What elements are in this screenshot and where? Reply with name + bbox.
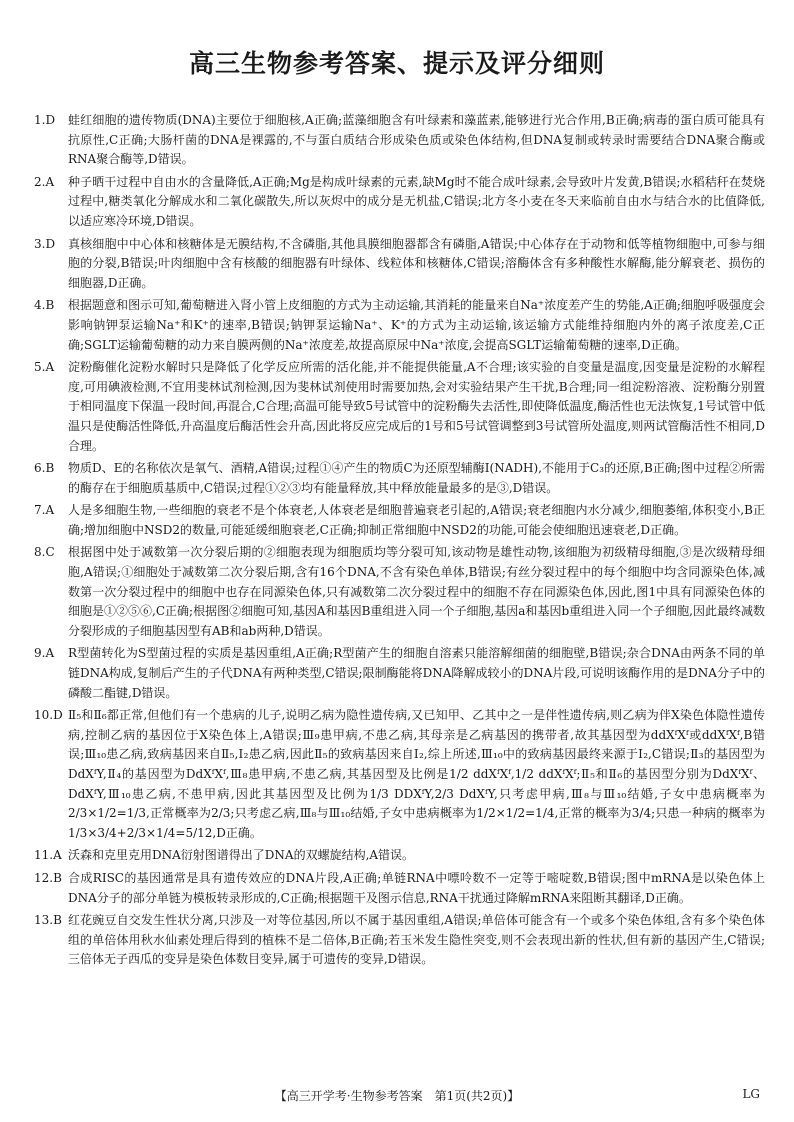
- answer-item: [34, 543, 765, 641]
- answer-head: [34, 173, 54, 193]
- answer-number: 4.: [34, 298, 46, 313]
- answer-number: 10.: [34, 708, 54, 723]
- answer-letter: B: [45, 461, 55, 476]
- answer-head: [34, 111, 55, 131]
- answer-item: [34, 846, 765, 866]
- answer-explanation: 根据题意和图示可知,葡萄糖进入肾小管上皮细胞的方式为主动运输,其消耗的能量来自Na⁺浓度差产生的势能,A正确;细胞呼吸强度会影响钠钾泵运输Na⁺和K⁺的速率,B错误;钠钾泵运输Na⁺、K⁺的方式为主动运输,该运输方式能维持细胞内外的离子浓度差,C正确;SGLT运输葡萄糖的动力来自膜两侧的Na⁺浓度差,故提高原尿中Na⁺浓度,会提高SGLT运输葡萄糖的速率,D正确。: [68, 298, 765, 352]
- answer-letter: B: [53, 913, 62, 928]
- answer-explanation: 淀粉酶催化淀粉水解时只是降低了化学反应所需的活化能,并不能提供能量,A不合理;该实验的自变量是温度,因变量是淀粉的水解程度,可用碘液检测,不宜用斐林试剂检测,因为斐林试剂使用时需要加热,会对实验结果产生干扰,B合理;同一组淀粉溶液、淀粉酶分别置于相同温度下保温一段时间,再混合,C合理;高温可能导致5号试管中的淀粉酶失去活性,即使降低温度,酶活性也无法恢复,1号试管中低温只是使酶活性降低,升高温度后酶活性会升高,因此将反应完成后的1号和5号试管调整到3号试管所处温度,则两试管酶活性不相同,D合理。: [68, 360, 765, 453]
- answer-explanation: 真核细胞中中心体和核糖体是无膜结构,不含磷脂,其他具膜细胞器都含有磷脂,A错误;中心体存在于动物和低等植物细胞中,可参与细胞的分裂,B错误;叶肉细胞中含有核酸的细胞器有叶绿体、线粒体和核糖体,C错误;溶酶体含有多种酸性水解酶,能分解衰老、损伤的细胞器,D正确。: [68, 236, 765, 290]
- answer-number: 3.: [34, 236, 46, 251]
- answer-explanation: 沃森和克里克用DNA衍射图谱得出了DNA的双螺旋结构,A错误。: [68, 848, 415, 863]
- answer-item: [34, 296, 765, 355]
- footer-text: 【高三开学考·生物参考答案 第1页(共2页)】: [274, 1089, 520, 1103]
- answer-head: [34, 296, 54, 316]
- answer-item: [34, 173, 765, 232]
- answer-explanation: 种子晒干过程中自由水的含量降低,A正确;Mg是构成叶绿素的元素,缺Mg时不能合成叶绿素,会导致叶片发黄,B错误;水稻秸秆在焚烧过程中,糖类氧化分解成水和二氧化碳散失,所以灰烬中的成分是无机盐,C错误;北方冬小麦在冬天来临前自由水与结合水的比值降低,以适应寒冷环境,D错误。: [68, 174, 765, 228]
- answer-item: [34, 706, 765, 843]
- answer-item: [34, 358, 765, 456]
- answer-head: [34, 501, 54, 521]
- answer-item: [34, 235, 765, 294]
- answer-letter: D: [45, 236, 56, 251]
- answer-head: [34, 459, 54, 479]
- answer-item: [34, 459, 765, 498]
- answer-number: 13.: [34, 913, 54, 928]
- answer-head: [34, 846, 62, 866]
- answer-letter: B: [53, 870, 62, 885]
- answer-head: [34, 235, 55, 255]
- answer-explanation: 合成RISC的基因通常是具有遗传效应的DNA片段,A正确;单链RNA中嘌呤数不一定等于嘧啶数,B错误;图中mRNA是以染色体上DNA分子的部分单链为模板转录形成的,C正确;根据题干及图示信息,RNA干扰通过降解mRNA来阻断其翻译,D正确。: [68, 870, 765, 905]
- answer-item: [34, 501, 765, 540]
- answer-letter: D: [53, 708, 63, 723]
- answer-explanation: 人是多细胞生物,一些细胞的衰老不是个体衰老,人体衰老是细胞普遍衰老引起的,A错误;衰老细胞内水分减少,细胞萎缩,体积变小,B正确;增加细胞中NSD2的数量,可能延缓细胞衰老,C正确;抑制正常细胞中NSD2的功能,可能会使细胞迅速衰老,D正确。: [68, 503, 765, 537]
- answer-letter: C: [45, 545, 55, 560]
- answer-letter: A: [45, 360, 55, 375]
- answer-explanation: 蛙红细胞的遗传物质(DNA)主要位于细胞核,A正确;蓝藻细胞含有叶绿素和藻蓝素,能够进行光合作用,B正确;病毒的蛋白质可能具有抗原性,C正确;大肠杆菌的DNA是裸露的,不与蛋白质结合形成染色质或染色体结构,但DNA复制或转录时需要结合DNA聚合酶或RNA聚合酶等,D错误。: [68, 113, 765, 167]
- answer-head: [34, 358, 54, 378]
- answer-explanation: R型菌转化为S型菌过程的实质是基因重组,A正确;R型菌产生的细胞自溶素只能溶解细菌的细胞壁,B错误;杂合DNA由两条不同的单链DNA构成,复制后产生的子代DNA有两种类型,C错误;限制酶能将DNA降解成较小的DNA片段,可说明该酶作用的是DNA分子中的磷酸二酯键,D错误。: [68, 646, 765, 700]
- answer-item: [34, 111, 765, 170]
- answer-letter: B: [45, 298, 55, 313]
- answer-letter: D: [45, 113, 56, 127]
- answer-head: [34, 869, 62, 889]
- answer-head: [34, 644, 54, 664]
- answer-item: [34, 911, 765, 970]
- answer-item: [34, 644, 765, 703]
- footer-code: LG: [742, 1087, 760, 1101]
- answer-number: 8.: [34, 545, 46, 560]
- answer-number: 5.: [34, 360, 46, 375]
- answer-explanation: 根据图中处于减数第一次分裂后期的②细胞表现为细胞质均等分裂可知,该动物是雄性动物,该细胞为初级精母细胞,③是次级精母细胞,A错误;①细胞处于减数第二次分裂后期,含有16个DNA,不含有染色单体,B错误;有丝分裂过程中的每个细胞中均含同源染色体,减数第一次分裂过程中的细胞中也存在同源染色体,只有减数第二次分裂过程中的细胞不存在同源染色体,因此,图1中具有同源染色体的细胞是①②⑤⑥,C正确;根据图②细胞可知,基因A和基因B重组进入同一个子细胞,基因a和基因b重组进入同一个子细胞,因此最终减数分裂形成的子细胞基因型有AB和ab两种,D错误。: [68, 545, 765, 638]
- answer-number: 7.: [34, 503, 46, 518]
- answer-letter: A: [45, 174, 55, 189]
- answer-number: 2.: [34, 174, 46, 189]
- answer-number: 11.: [34, 848, 54, 863]
- answer-letter: A: [45, 503, 55, 518]
- answer-number: 9.: [34, 646, 46, 661]
- answer-explanation: 物质D、E的名称依次是氧气、酒精,A错误;过程①④产生的物质C为还原型辅酶Ⅰ(NADH),不能用于C₃的还原,B正确;图中过程②所需的酶存在于细胞质基质中,C错误;过程①②③均有能量释放,其中释放能量最多的是③,D错误。: [68, 461, 765, 495]
- answer-number: 6.: [34, 461, 46, 476]
- page-footer: [0, 1087, 794, 1104]
- answer-head: [34, 911, 62, 931]
- answer-number: 12.: [34, 870, 54, 885]
- answer-explanation: Ⅱ₅和Ⅱ₆都正常,但他们有一个患病的儿子,说明乙病为隐性遗传病,又已知甲、乙其中之一是伴性遗传病,则乙病为伴X染色体隐性遗传病,控制乙病的基因位于X染色体上,A错误;Ⅲ₉患甲病,不患乙病,其母亲是乙病基因的携带者,故其基因型为ddXᶠXᶠ或ddXᶠXᶠ,B错误;Ⅲ₁₀患乙病,致病基因来自Ⅱ₅,Ⅰ₂患乙病,因此Ⅱ₅的致病基因来自Ⅰ₂,综上所述,Ⅲ₁₀中的致病基因最终来源于Ⅰ₂,C错误;Ⅱ₃的基因型为DdXᶠY,Ⅱ₄的基因型为DdXᶠXᶠ,Ⅲ₈患甲病,不患乙病,其基因型及比例是1/2 ddXᶠXᶠ,1/2 ddXᶠXᶠ;Ⅱ₅和Ⅱ₆的基因型分别为DdXᶠXᶠ、DdXᶠY,Ⅲ₁₀患乙病,不患甲病,因此其基因型及比例为1/3 DDXᶠY,2/3 DdXᶠY,只考虑甲病,Ⅲ₈与Ⅲ₁₀结婚,子女中患病概率为2/3×1/2=1/3,正常概率为2/3;只考虑乙病,Ⅲ₈与Ⅲ₁₀结婚,子女中患病概率为1/2×1/2=1/4,正常的概率为3/4;只患一种病的概率为1/3×3/4+2/3×1/4=5/12,D正确。: [68, 708, 765, 840]
- answer-number: 1.: [34, 113, 46, 127]
- answer-head: [34, 543, 55, 563]
- answer-letter: A: [45, 646, 55, 661]
- answer-head: [34, 706, 63, 726]
- answer-item: [34, 869, 765, 908]
- page-title: 高三生物参考答案、提示及评分细则: [188, 49, 605, 78]
- answer-letter: A: [53, 848, 62, 863]
- answer-explanation: 红花豌豆自交发生性状分离,只涉及一对等位基因,所以不属于基因重组,A错误;单倍体可能含有一个或多个染色体组,含有多个染色体组的单倍体用秋水仙素处理后得到的植株不是二倍体,B正确;若玉米发生隐性突变,则不会表现出新的性状,但有新的基因产生,C错误;三倍体无子西瓜的变异是染色体数目变异,属于可遗传的变异,D错误。: [68, 913, 765, 967]
- answer-list: [34, 111, 765, 970]
